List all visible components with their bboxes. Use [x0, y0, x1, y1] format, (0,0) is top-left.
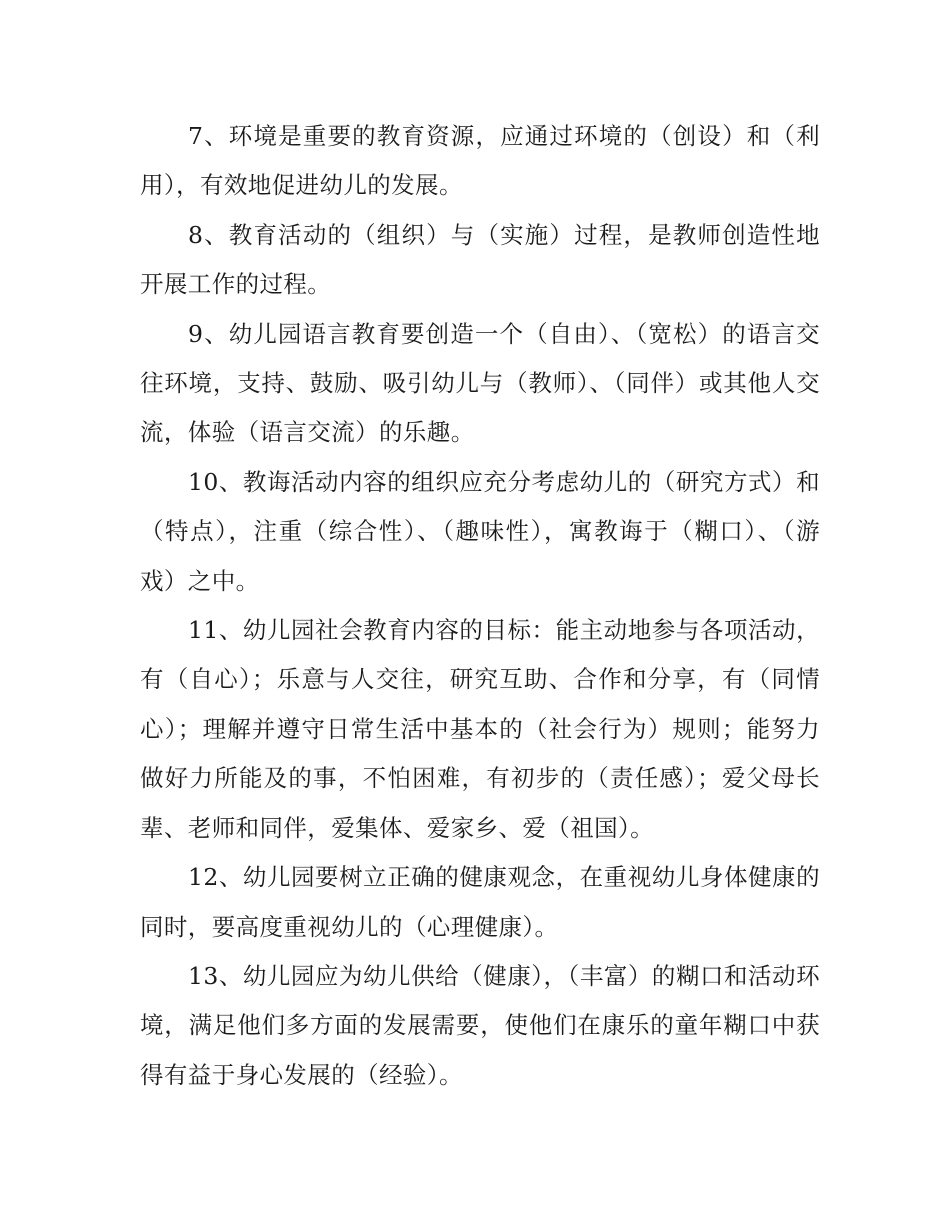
document-body [140, 112, 820, 1100]
paragraph-item-13: 13、幼儿园应为幼儿供给（健康），（丰富）的糊口和活动环境，满足他们多方面的发展需要，使他们在康乐的童年糊口中获得有益于身心发展的（经验）。 [140, 961, 820, 1089]
paragraph-item-11: 11、幼儿园社会教育内容的目标：能主动地参与各项活动，有（自心）；乐意与人交往，研究互助、合作和分享，有（同情心）；理解并遵守日常生活中基本的（社会行为）规则；能努力做好力所能及的事，不怕困难，有初步的（责任感）；爱父母长辈、老师和同伴，爱集体、爱家乡、爱（祖国）。 [140, 616, 820, 842]
paragraph-item-10: 10、教诲活动内容的组织应充分考虑幼儿的（研究方式）和（特点），注重（综合性）、（趣味性），寓教诲于（糊口）、（游戏）之中。 [140, 467, 820, 595]
paragraph-item-9: 9、幼儿园语言教育要创造一个（自由）、（宽松）的语言交往环境，支持、鼓励、吸引幼儿与（教师）、（同伴）或其他人交流，体验（语言交流）的乐趣。 [140, 319, 820, 447]
paragraph-item-7: 7、环境是重要的教育资源，应通过环境的（创设）和（利用），有效地促进幼儿的发展。 [140, 122, 820, 200]
paragraph-item-8: 8、教育活动的（组织）与（实施）过程，是教师创造性地开展工作的过程。 [140, 220, 820, 299]
paragraph-item-12: 12、幼儿园要树立正确的健康观念，在重视幼儿身体健康的同时，要高度重视幼儿的（心理健康）。 [140, 863, 820, 941]
